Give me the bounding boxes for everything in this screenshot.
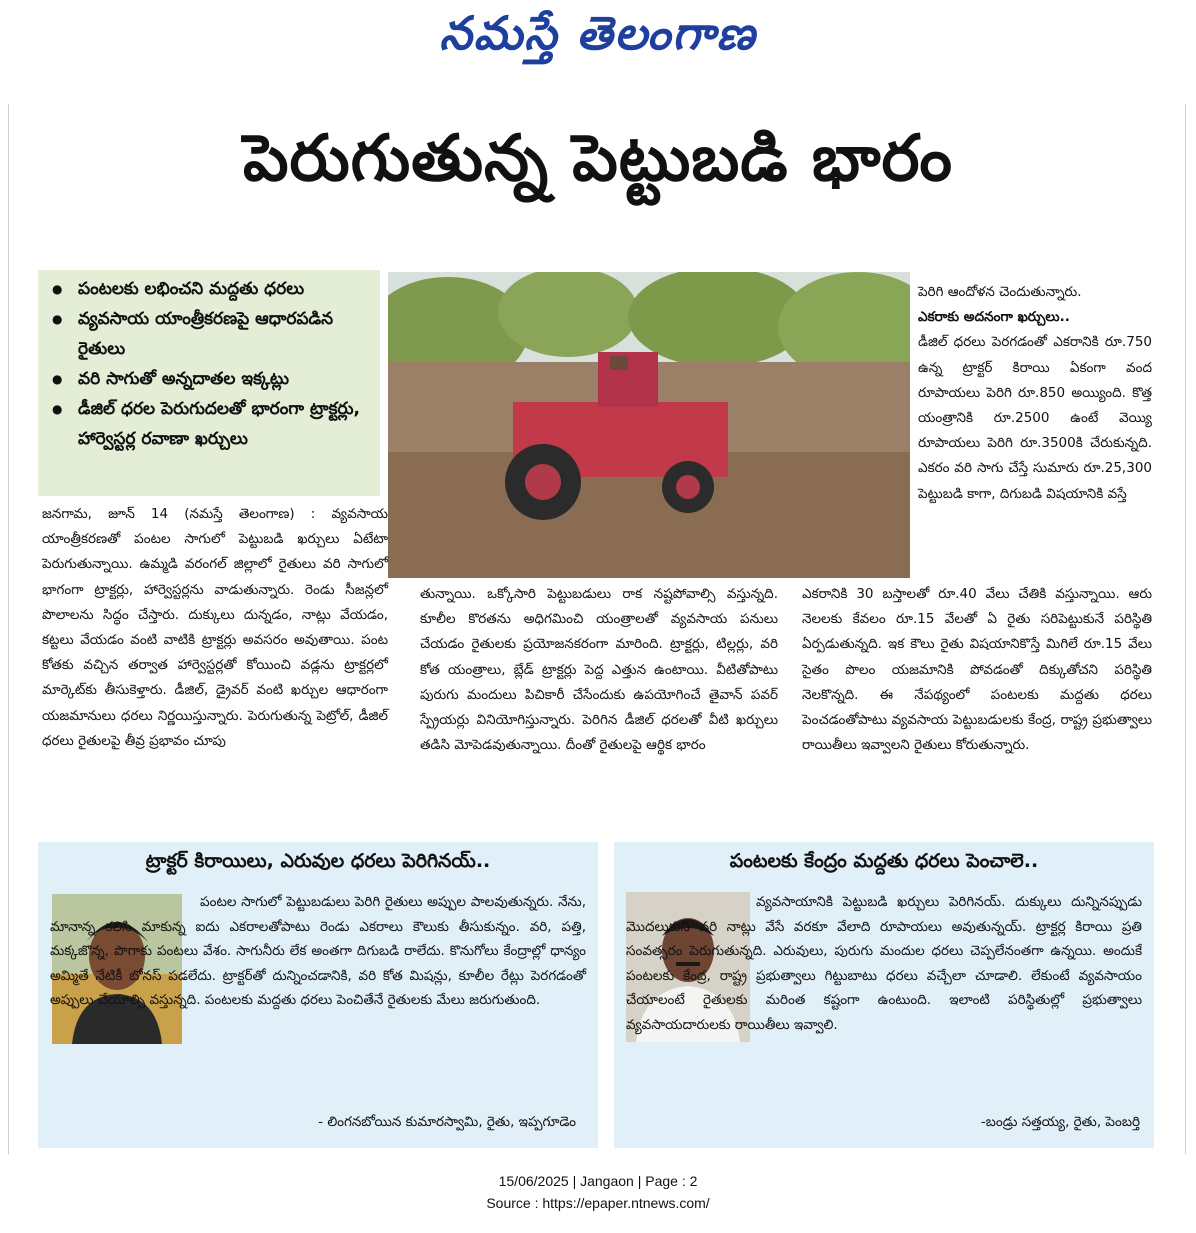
quote-signature: - లింగనబోయిన కుమారస్వామి, రైతు, ఇప్పగూడెం bbox=[318, 1114, 576, 1130]
quote-title: ట్రాక్టర్ కిరాయిలు, ఎరువుల ధరలు పెరిగినయ్.. bbox=[145, 850, 491, 872]
article-text: పెరిగి ఆందోళన చెందుతున్నారు. bbox=[918, 284, 1082, 300]
bullet-item: ● వరి సాగుతో అన్నదాతల ఇక్కట్లు bbox=[48, 364, 380, 394]
masthead: నమస్తే తెలంగాణ bbox=[439, 6, 757, 60]
quote-panel-left bbox=[38, 842, 598, 1148]
quote-signature: -బండ్రు సత్తయ్య, రైతు, పెంబర్తి bbox=[980, 1114, 1140, 1130]
quote-body: పంటల సాగులో పెట్టుబడులు పెరిగి రైతులు అప్పుల పాలవుతున్నరు. నేను, మానాన్న కలిసి మాకున్న ఐదు ఎకరాలతోపాటు రెండు ఎకరాలు కౌలుకు తీసుకున్నం. వరి, పత్తి, మక్కజొన్న, పొగాకు పంటలు వేశం. సాగునీరు లేక అంతగా దిగుబడి రాలేదు. కొనుగోలు కేంద్రాల్లో ధాన్యం అమ్మితే నేటికీ బోనస్ పడలేదు. ట్రాక్టర్‌తో దున్నించడానికి, వరి కోత మిషన్లు, కూలీల రేట్లు పెరగడంతో అప్పులు చేయాల్సి వస్తున్నది. పంటలకు మద్దతు ధరలు పెంచితేనే రైతులకు మేలు జరుగుతుంది. bbox=[50, 894, 586, 1008]
footer-date-line: 15/06/2025 | Jangaon | Page : 2 bbox=[498, 1173, 698, 1189]
quote-panel-right bbox=[614, 842, 1154, 1148]
bullet-item: ● వ్యవసాయ యాంత్రీకరణపై ఆధారపడిన రైతులు bbox=[48, 304, 380, 364]
article-column-middle: తున్నాయి. ఒక్కోసారి పెట్టుబడులు రాక నష్టపోవాల్సి వస్తున్నది. కూలీల కొరతను అధిగమించి యంత్రాలతో వ్యవసాయ పనులు చేయడం రైతులకు ప్రయోజనకరంగా మారింది. ట్రాక్టర్లు, టిల్లర్లు, వరి కోత యంత్రాలు, బ్లేడ్ ట్రాక్టర్లు పెద్ద ఎత్తున ఉంటాయి. వీటితోపాటు పురుగు మందులు పిచికారీ చేసేందుకు ఉపయోగించే తైవాన్ పవర్ స్ప్రేయర్లు వినియోగిస్తున్నారు. పెరిగిన డీజిల్ ధరలతో వీటి ఖర్చులు తడిసి మోపెడవుతున్నాయి. దీంతో రైతులపై ఆర్థిక భారం bbox=[420, 586, 778, 754]
footer-source-line: Source : https://epaper.ntnews.com/ bbox=[486, 1195, 710, 1211]
article-column-right: ఎకరానికి 30 బస్తాలతో రూ.40 వేలు చేతికి వస్తున్నాయి. ఆరు నెలలకు కేవలం రూ.15 వేలతో ఏ రైతు సరిపెట్టుకునే పరిస్థితి ఏర్పడుతున్నది. ఇక కౌలు రైతు విషయానికొస్తే మిగిలే రూ.15 వేలు సైతం పొలం యజమానికి పోవడంతో దిక్కుతోచని పరిస్థితి నెలకొన్నది. ఈ నేపథ్యంలో పంటలకు మద్దతు ధరలు పెంచడంతోపాటు వ్యవసాయ పెట్టుబడులకు కేంద్ర, రాష్ట్ర ప్రభుత్వాలు రాయితీలు ఇవ్వాలని రైతులు కోరుతున్నారు. bbox=[802, 586, 1152, 754]
headline: పెరుగుతున్న పెట్టుబడి భారం bbox=[243, 122, 953, 196]
article-column-left: జనగామ, జూన్ 14 (నమస్తే తెలంగాణ) : వ్యవసాయ యాంత్రీకరణతో పంటల సాగులో పెట్టుబడి ఖర్చులు ఏటేటా పెరుగుతున్నాయి. ఉమ్మడి వరంగల్ జిల్లాలో రైతులు వరి సాగులో భాగంగా ట్రాక్టర్లు, హార్వెస్టర్లను వాడుతున్నారు. రెండు సీజన్లలో పొలాలను సిద్ధం చేస్తారు. దుక్కులు దున్నడం, నాట్లు వేయడం, కట్టలు వేయడం వంటి వాటికి ట్రాక్టర్లు అవసరం అవుతాయి. పంట కోతకు వచ్చిన తర్వాత హార్వెస్టర్లతో కోయించి వడ్లను ట్రాక్టర్లలో మార్కెట్‌కు తీసుకెళ్తారు. డీజిల్, డ్రైవర్ వంటి ఖర్చుల ఆధారంగా యజమానులు ధరలు నిర్ణయిస్తున్నారు. పెరుగుతున్న పెట్రోల్, డీజిల్ ధరలు రైతులపై తీవ్ర ప్రభావం చూపు bbox=[42, 506, 388, 749]
footer bbox=[0, 1170, 1196, 1214]
subheading: ఎకరాకు అదనంగా ఖర్చులు.. bbox=[918, 309, 1070, 326]
article-text: డీజిల్ ధరలు పెరగడంతో ఎకరానికి రూ.750 ఉన్న ట్రాక్టర్ కిరాయి ఏకంగా వంద రూపాయలు పెరిగి రూ.850 అయ్యింది. కొత్త యంత్రానికి రూ.2500 ఉంటే వెయ్యి రూపాయలు పెరిగి రూ.3500కి చేరుకున్నది. ఎకరం వరి సాగు చేస్తే సుమారు రూ.25,300 పెట్టుబడి కాగా, దిగుబడి విషయానికి వస్తే bbox=[918, 334, 1152, 502]
bullet-item: ● డీజిల్ ధరల పెరుగుదలతో భారంగా ట్రాక్టర్లు, హార్వెస్టర్ల రవాణా ఖర్చులు bbox=[48, 394, 380, 454]
bullet-item: ● పంటలకు లభించని మద్దతు ధరలు bbox=[48, 274, 380, 304]
quote-title: పంటలకు కేంద్రం మద్దతు ధరలు పెంచాలె.. bbox=[729, 850, 1039, 872]
tractor-photo bbox=[388, 272, 910, 578]
quote-body: వ్యవసాయానికి పెట్టుబడి ఖర్చులు పెరిగినయ్. దుక్కులు దున్నినప్పుడు మొదలుకుని వరి నాట్లు వేసే వరకూ వేలాది రూపాయలు అవుతున్నయ్. ట్రాక్టర్ల కిరాయి ప్రతి సంవత్సరం పెరుగుతున్నది. ఎరువులు, పురుగు మందుల ధరలు చెప్పలేనంతగా ఉన్నయి. అందుకే పంటలకు కేంద్ర, రాష్ట్ర ప్రభుత్వాలు గిట్టుబాటు ధరలు వచ్చేలా చూడాలి. లేకుంటే వ్యవసాయం చేయాలంటే రైతులకు మరింత కష్టంగా ఉంటుంది. ఇలాంటి పరిస్థితుల్లో ప్రభుత్వాలు వ్యవసాయదారులకు రాయితీలు ఇవ్వాలి. bbox=[626, 894, 1142, 1033]
article-column-right-top bbox=[918, 280, 1152, 507]
bullet-box bbox=[38, 270, 380, 496]
